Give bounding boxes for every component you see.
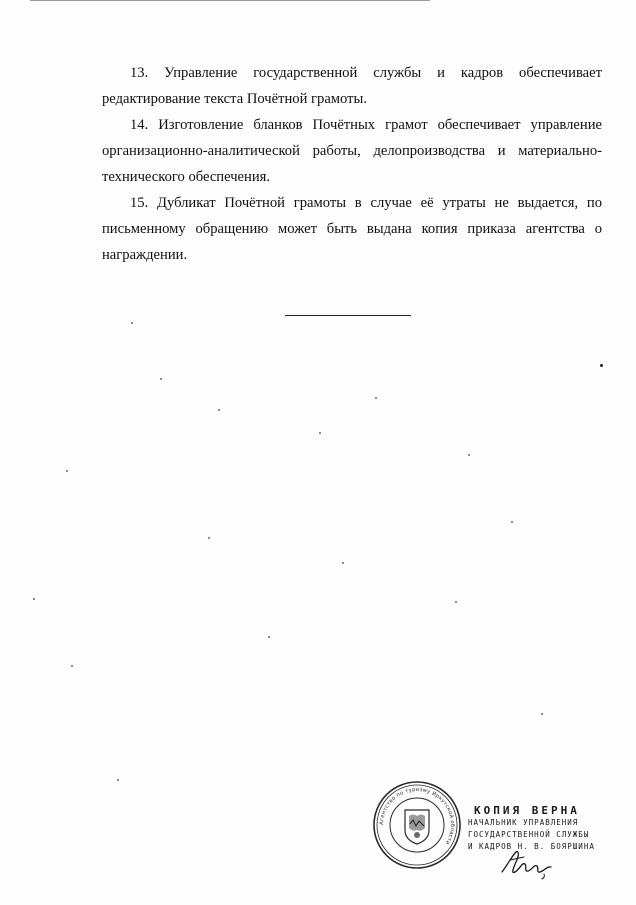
paragraph-15-line-1: 15. Дубликат Почётной грамоты в случае её утраты не выдается, по [130,195,602,211]
paragraph-14-line-1: 14. Изготовление бланков Почётных грамот обеспечивает управление [130,117,602,133]
stamp-position-line-2: ГОСУДАРСТВЕННОЙ СЛУЖБЫ [468,830,590,839]
official-seal [372,780,462,870]
stamp-position-line-1: НАЧАЛЬНИК УПРАВЛЕНИЯ [468,818,579,827]
paragraph-14-line-3: технического обеспечения. [102,169,271,185]
paragraph-14-line-2: организационно-аналитической работы, делопроизводства и материально- [102,143,602,159]
end-of-text-rule [285,315,411,316]
scan-speck [541,713,543,715]
scan-speck [33,598,35,600]
stamp-title: КОПИЯ ВЕРНА [474,804,580,817]
paragraph-15 [102,190,602,268]
scan-speck [455,601,457,603]
scan-speck [511,521,513,523]
scan-speck [319,432,321,434]
scan-speck [342,562,344,564]
scan-speck [268,636,270,638]
handwritten-signature [498,842,558,882]
paragraph-15-line-3: награждении. [102,247,188,263]
paragraph-14 [102,112,602,190]
seal-ring-text: Агентство по туризму Иркутской области [378,786,456,846]
paragraph-15-line-2: письменному обращению может быть выдана копия приказа агентства о [102,221,602,237]
document-body [102,60,602,268]
scan-speck [66,470,68,472]
stamp-position-line-3: И КАДРОВ Н. В. БОЯРШИНА [468,842,595,851]
scan-speck [375,397,377,399]
scan-speck [218,409,220,411]
scan-speck [208,537,210,539]
scan-speck [71,665,73,667]
scan-speck [468,454,470,456]
scan-speck [600,364,603,367]
scan-speck [160,378,162,380]
scan-speck [131,322,133,324]
paragraph-13 [102,60,602,112]
scan-edge-line [30,0,430,1]
paragraph-13-line-1: 13. Управление государственной службы и кадров обеспечивает [130,65,602,81]
scan-speck [117,779,119,781]
paragraph-13-line-2: редактирование текста Почётной грамоты. [102,91,367,107]
